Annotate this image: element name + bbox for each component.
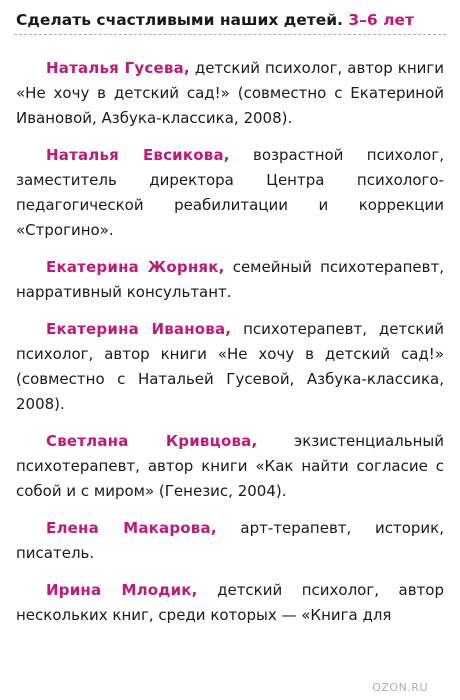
contributor-entry — [16, 429, 444, 504]
contributor-description: детский психолог, автор нескольких книг, среди которых — «Книга для — [16, 581, 444, 624]
contributor-name: Светлана Кривцова, — [46, 432, 258, 450]
contributor-name: Екатерина Жорняк, — [46, 258, 225, 276]
contributor-entry — [16, 56, 444, 131]
contributor-entry — [16, 255, 444, 305]
contributor-description: экзистенциальный психотерапевт, автор книги «Как найти согласие с собой и с миром» (Генезис, 2004). — [16, 432, 444, 500]
contributor-name: Ирина Млодик, — [46, 581, 198, 599]
contributor-name: Наталья Гусева, — [46, 59, 190, 77]
contributor-entry — [16, 578, 444, 628]
contributor-description: психотерапевт, детский психолог, автор книги «Не хочу в детский сад!» (совместно с Натальей Гусевой, Азбука-классика, 2008). — [16, 320, 444, 413]
contributor-description: арт-терапевт, историк, писатель. — [16, 519, 444, 562]
contributor-description: семейный психотерапевт, нарративный консультант. — [16, 258, 444, 301]
contributor-name: Елена Макарова, — [46, 519, 217, 537]
contributor-entry — [16, 143, 444, 243]
contributor-description: возрастной психолог, заместитель директора Центра психолого-педагогической реабилитации и коррекции «Строгино». — [16, 146, 445, 239]
contributor-description: детский психолог, автор книги «Не хочу в детский сад!» (совместно с Екатериной Ивановой, Азбука-классика, 2008). — [16, 59, 445, 127]
header-age-range: 3–6 лет — [348, 11, 414, 29]
page-header — [16, 10, 446, 30]
contributor-entry — [16, 317, 444, 417]
contributor-entry — [16, 516, 444, 566]
contributors-list — [16, 56, 444, 640]
header-divider — [14, 34, 446, 35]
contributor-name: Наталья Евсикова, — [46, 146, 230, 164]
header-title: Сделать счастливыми наших детей. — [16, 11, 343, 29]
watermark: OZON.RU — [372, 681, 428, 694]
contributor-name: Екатерина Иванова, — [46, 320, 232, 338]
